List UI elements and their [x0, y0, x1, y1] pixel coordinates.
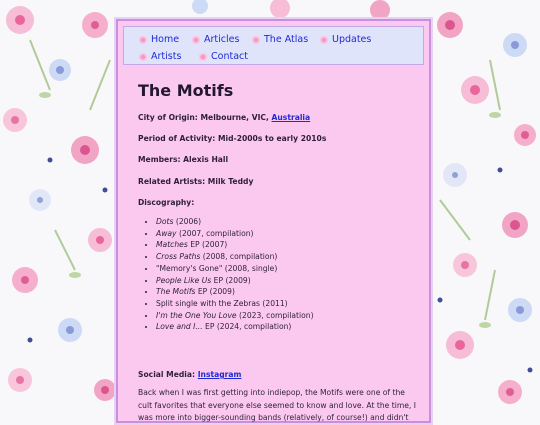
content-panel: [116, 19, 431, 423]
nav-updates-link[interactable]: [320, 34, 371, 45]
discography-item: • Cross Paths (2008, compilation): [156, 251, 314, 263]
discography-item: • Love and I... EP (2024, compilation): [156, 321, 314, 333]
discography-heading: Discography:: [138, 198, 195, 207]
social-media-field: [138, 369, 241, 381]
discography-item: • People Like Us EP (2009): [156, 275, 314, 287]
discography-item: • The Motifs EP (2009): [156, 286, 314, 298]
intro-paragraph: Back when I was first getting into indiepop, the Motifs were one of the cult favorites that everyone else seemed to know and love. At the time, I was more into bigger-sounding bands (relatively, of course!) and didn't: [138, 388, 416, 422]
nav-updates-label: Updates: [332, 34, 372, 45]
flower-icon: [320, 36, 328, 44]
nav-articles-label: Articles: [204, 34, 240, 45]
discography-item: • Dots (2006): [156, 216, 314, 228]
discography-item: • Away (2007, compilation): [156, 228, 314, 240]
flower-icon: [139, 53, 147, 61]
members-field: Members: Alexis Hall: [138, 155, 229, 164]
instagram-link[interactable]: Instagram: [197, 370, 242, 379]
artist-profile: [138, 81, 418, 422]
nav-contact-label: Contact: [211, 51, 248, 62]
flower-icon: [252, 36, 260, 44]
nav-home-label: Home: [151, 34, 180, 45]
related-artists-field: Related Artists: Milk Teddy: [138, 177, 254, 186]
flower-icon: [199, 53, 207, 61]
page-title: The Motifs: [138, 81, 234, 100]
discography-item: • I'm the One You Love (2023, compilation): [156, 310, 314, 322]
navigation-bar: [123, 26, 424, 65]
nav-artists-link[interactable]: [139, 51, 181, 62]
nav-articles-link[interactable]: [192, 34, 239, 45]
origin-field: [138, 112, 310, 124]
discography-item: • "Memory's Gone" (2008, single): [156, 263, 314, 275]
discography-item: • Matches EP (2007): [156, 239, 314, 251]
period-field: Period of Activity: Mid-2000s to early 2010s: [138, 134, 327, 143]
nav-atlas-link[interactable]: [252, 34, 308, 45]
nav-atlas-label: The Atlas: [264, 34, 309, 45]
discography-item: • Split single with the Zebras (2011): [156, 298, 314, 310]
origin-country-link[interactable]: Australia: [271, 113, 311, 122]
origin-text: City of Origin: Melbourne, VIC,: [138, 113, 269, 122]
nav-home-link[interactable]: [139, 34, 179, 45]
discography-list: [138, 216, 314, 333]
nav-contact-link[interactable]: [199, 51, 248, 62]
social-media-label: Social Media:: [138, 370, 196, 379]
flower-icon: [192, 36, 200, 44]
flower-icon: [139, 36, 147, 44]
nav-artists-label: Artists: [151, 51, 182, 62]
